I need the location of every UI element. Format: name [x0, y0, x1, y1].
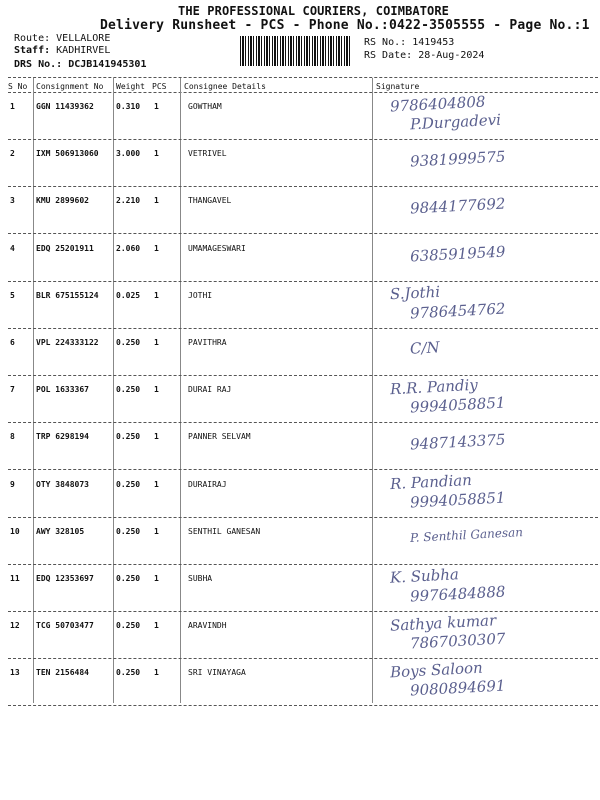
row-sno: 3: [10, 196, 15, 205]
row-weight: 0.250: [116, 385, 141, 394]
row-signature: 6385919549: [409, 242, 506, 266]
table-row: [0, 612, 600, 658]
row-sno: 9: [10, 480, 15, 489]
row-consignee: GOWTHAM: [188, 102, 222, 111]
rs-date-field: [364, 50, 484, 61]
row-signature: P.Durgadevi: [409, 110, 502, 134]
barcode-image: [240, 36, 352, 66]
row-weight: 0.310: [116, 102, 141, 111]
row-pcs: 1: [154, 102, 159, 111]
row-sno: 1: [10, 102, 15, 111]
row-sno: 8: [10, 432, 15, 441]
row-consignment-no: TEN 2156484: [36, 668, 89, 677]
drs-value: DCJB141945301: [68, 59, 147, 70]
row-signature: P. Senthil Ganesan: [409, 525, 524, 545]
rs-no-value: 1419453: [412, 37, 455, 48]
route-field: [14, 33, 110, 44]
row-signature: 9994058851: [409, 393, 506, 417]
row-consignment-no: GGN 11439362: [36, 102, 94, 111]
rs-date-value: 28-Aug-2024: [418, 50, 485, 61]
drs-field: [14, 59, 146, 70]
row-signature: R.R. Pandiy: [389, 375, 479, 399]
row-pcs: 1: [154, 244, 159, 253]
row-signature: 9976484888: [409, 582, 506, 606]
row-consignment-no: BLR 675155124: [36, 291, 99, 300]
row-signature: R. Pandian: [389, 470, 473, 494]
row-consignment-no: EDQ 25201911: [36, 244, 94, 253]
row-weight: 3.000: [116, 149, 141, 158]
row-consignee: SENTHIL GANESAN: [188, 527, 261, 536]
row-sno: 11: [10, 574, 20, 583]
row-signature: Sathya kumar: [389, 611, 497, 635]
row-consignee: UMAMAGESWARI: [188, 244, 246, 253]
runsheet-subtitle: Delivery Runsheet - PCS - Phone No.:0422-3505555 - Page No.:1: [100, 18, 590, 33]
row-signature: 9487143375: [409, 430, 506, 454]
table-row: [0, 565, 600, 611]
table-top-rule: [8, 77, 598, 78]
row-signature: Boys Saloon: [389, 658, 484, 682]
drs-label: DRS No.:: [14, 59, 63, 70]
col-header-consignment: Consignment No: [36, 82, 104, 91]
row-pcs: 1: [154, 480, 159, 489]
table-row: [0, 235, 600, 281]
table-row: [0, 93, 600, 139]
company-title: THE PROFESSIONAL COURIERS, COIMBATORE: [178, 4, 450, 18]
row-sno: 4: [10, 244, 15, 253]
row-signature: S.Jothi: [389, 282, 441, 304]
row-consignee: SUBHA: [188, 574, 213, 583]
row-sno: 10: [10, 527, 20, 536]
row-consignment-no: TCG 50703477: [36, 621, 94, 630]
staff-label: Staff:: [14, 45, 51, 56]
staff-value: KADHIRVEL: [56, 45, 111, 56]
rs-no-field: [364, 37, 454, 48]
col-header-pcs: PCS: [152, 82, 167, 91]
row-sno: 7: [10, 385, 15, 394]
row-sno: 5: [10, 291, 15, 300]
row-pcs: 1: [154, 527, 159, 536]
row-signature: 9844177692: [409, 194, 506, 218]
row-pcs: 1: [154, 668, 159, 677]
rs-date-label: RS Date:: [364, 50, 413, 61]
table-row: [0, 187, 600, 233]
table-row: [0, 471, 600, 517]
staff-field: [14, 45, 110, 56]
row-signature: 9080894691: [409, 676, 506, 700]
route-label: Route:: [14, 33, 51, 44]
table-row: [0, 140, 600, 186]
table-row: [0, 423, 600, 469]
col-header-weight: Weight: [116, 82, 145, 91]
row-pcs: 1: [154, 621, 159, 630]
row-consignee: JOTHI: [188, 291, 213, 300]
row-weight: 0.250: [116, 432, 141, 441]
row-weight: 2.060: [116, 244, 141, 253]
row-pcs: 1: [154, 338, 159, 347]
row-weight: 0.250: [116, 338, 141, 347]
table-row: [0, 659, 600, 705]
row-consignee: VETRIVEL: [188, 149, 227, 158]
row-sno: 6: [10, 338, 15, 347]
row-consignee: DURAIRAJ: [188, 480, 227, 489]
row-weight: 0.250: [116, 668, 141, 677]
rs-no-label: RS No.:: [364, 37, 407, 48]
row-consignment-no: IXM 506913060: [36, 149, 99, 158]
row-consignee: PANNER SELVAM: [188, 432, 251, 441]
row-consignment-no: VPL 224333122: [36, 338, 99, 347]
table-row: [0, 376, 600, 422]
row-weight: 0.250: [116, 480, 141, 489]
row-consignment-no: EDQ 12353697: [36, 574, 94, 583]
row-consignment-no: TRP 6298194: [36, 432, 89, 441]
row-weight: 0.250: [116, 621, 141, 630]
row-signature: K. Subha: [389, 565, 460, 587]
col-header-consignee: Consignee Details: [184, 82, 266, 91]
row-consignment-no: POL 1633367: [36, 385, 89, 394]
row-consignment-no: OTY 3848073: [36, 480, 89, 489]
row-consignee: DURAI RAJ: [188, 385, 232, 394]
row-pcs: 1: [154, 385, 159, 394]
row-weight: 0.250: [116, 574, 141, 583]
table-row: [0, 282, 600, 328]
table-row: [0, 329, 600, 375]
row-pcs: 1: [154, 149, 159, 158]
row-consignee: THANGAVEL: [188, 196, 232, 205]
row-signature: 9786404808: [389, 92, 486, 116]
row-signature: 7867030307: [409, 629, 506, 653]
row-pcs: 1: [154, 196, 159, 205]
row-consignee: SRI VINAYAGA: [188, 668, 246, 677]
row-consignment-no: KMU 2899602: [36, 196, 89, 205]
route-value: VELLALORE: [56, 33, 111, 44]
row-pcs: 1: [154, 291, 159, 300]
row-signature: 9994058851: [409, 488, 506, 512]
row-consignee: ARAVINDH: [188, 621, 227, 630]
row-sno: 13: [10, 668, 20, 677]
row-weight: 2.210: [116, 196, 141, 205]
row-signature: C/N: [409, 338, 441, 358]
row-sno: 12: [10, 621, 20, 630]
row-pcs: 1: [154, 574, 159, 583]
col-header-signature: Signature: [376, 82, 420, 91]
runsheet-header: [0, 0, 600, 74]
row-consignment-no: AWY 328105: [36, 527, 85, 536]
row-pcs: 1: [154, 432, 159, 441]
row-separator: [8, 705, 598, 706]
row-weight: 0.025: [116, 291, 141, 300]
col-header-sno: S No: [8, 82, 28, 91]
row-signature: 9381999575: [409, 147, 506, 171]
row-signature: 9786454762: [409, 299, 506, 323]
row-sno: 2: [10, 149, 15, 158]
table-row: [0, 518, 600, 564]
row-consignee: PAVITHRA: [188, 338, 227, 347]
row-weight: 0.250: [116, 527, 141, 536]
